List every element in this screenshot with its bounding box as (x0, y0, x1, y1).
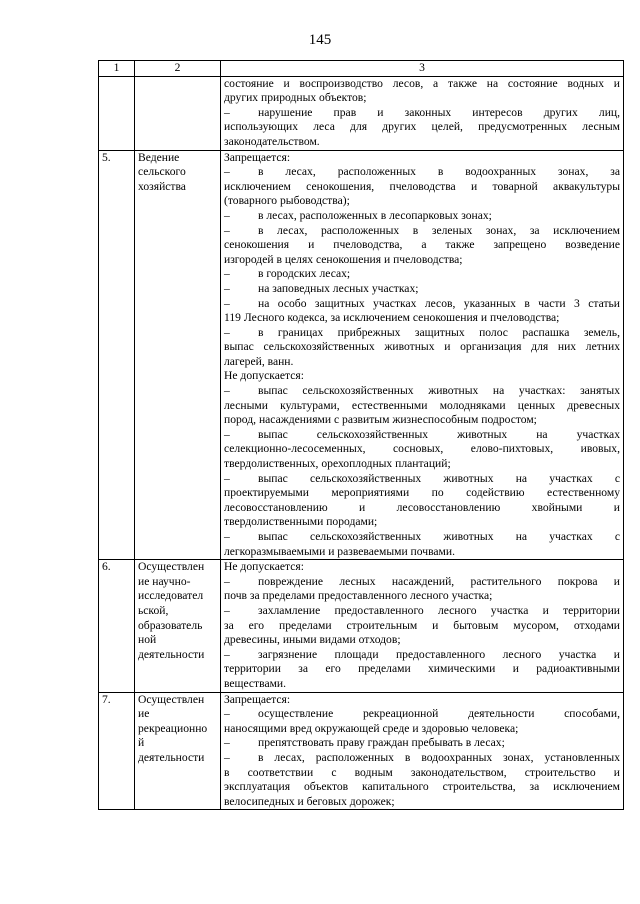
header-col-1: 1 (99, 61, 135, 77)
text-line: – загрязнение площади предоставленного лесного участка и (224, 647, 620, 661)
activity-name-line: хозяйства (138, 179, 186, 193)
text-line: состояние и воспроизводство лесов, а также на состояние водных и (224, 76, 620, 90)
restrictions-text (221, 76, 624, 150)
text-line: других природных объектов; (224, 91, 367, 105)
header-col-3: 3 (221, 61, 624, 77)
activity-name (135, 76, 221, 150)
activity-name-line: исследовател (138, 589, 204, 603)
activity-name-line: Ведение (138, 150, 180, 164)
text-line: – в лесах, расположенных в водоохранных зонах, установленных (224, 750, 620, 764)
activity-name-line: деятельности (138, 647, 205, 661)
text-line: – выпас сельскохозяйственных животных на участках (224, 427, 620, 441)
activity-name-line: рекреационно (138, 721, 208, 735)
activity-name (135, 560, 221, 692)
activity-name-line: деятельности (138, 750, 205, 764)
text-line: лагерей, ванн. (224, 354, 294, 368)
text-line: Не допускается: (224, 560, 304, 574)
text-line: – выпас сельскохозяйственных животных на участках: занятых (224, 384, 620, 398)
activity-name-line: й (138, 736, 145, 750)
restrictions-text (221, 692, 624, 810)
text-line: – в лесах, расположенных в лесопарковых зонах; (224, 208, 492, 222)
text-line: Не допускается: (224, 369, 304, 383)
text-line: 119 Лесного кодекса, за исключением сенокошения и пчеловодства; (224, 311, 560, 325)
text-line: твердолиственными породами; (224, 515, 378, 529)
text-line: Запрещается: (224, 692, 291, 706)
text-line: – в лесах, расположенных в водоохранных зонах, за (224, 165, 620, 179)
text-line: Запрещается: (224, 150, 291, 164)
text-line: твердолиственных, орехоплодных плантаций; (224, 457, 451, 471)
activity-name-line: образователь (138, 618, 203, 632)
text-line: лесными культурами, естественными молодняками ценных древесных (224, 398, 620, 412)
text-line: выпас сельскохозяйственных животных и организация для них летних (224, 340, 620, 354)
activity-name-line: Осуществлен (138, 692, 205, 706)
text-line: в соответствии с водным законодательством, строительство и (224, 765, 620, 779)
activity-name-line: ной (138, 633, 157, 647)
text-line: сенокошения и пчеловодства, а также запрещено возведение (224, 238, 620, 252)
text-line: – выпас сельскохозяйственных животных на участках с (224, 530, 620, 543)
row-number: 6. (99, 560, 135, 692)
text-line: – осуществление рекреационной деятельности способами, (224, 707, 620, 721)
text-line: веществами. (224, 676, 287, 690)
text-line: пород, насаждениями с развитым жизнеспособным подростом; (224, 413, 537, 427)
activity-name (135, 150, 221, 560)
text-line: – на заповедных лесных участках; (224, 281, 419, 295)
text-line: легкоразмываемыми и развеваемыми почвами. (224, 544, 455, 558)
text-line: – препятствовать праву граждан пребывать в лесах; (224, 736, 505, 750)
text-line: за его пределами строительным и бытовым мусором, отходами (224, 618, 620, 632)
text-line: древесины, иными видами отходов; (224, 633, 401, 647)
text-line: законодательством. (224, 134, 320, 148)
text-line: – в лесах, расположенных в зеленых зонах, за исключением (224, 223, 620, 237)
regulations-table (98, 60, 624, 810)
table-row (99, 560, 624, 692)
text-line: эксплуатация объектов капитального строительства, за исключением (224, 780, 620, 794)
activity-name (135, 692, 221, 810)
text-line: селекционно-лесосеменных, сосновых, елово-пихтовых, ивовых, (224, 442, 620, 456)
text-line: – повреждение лесных насаждений, растительного покрова и (224, 574, 620, 588)
activity-name-line: ие научно- (138, 574, 191, 588)
row-number: 5. (99, 150, 135, 560)
text-line: (товарного рыбоводства); (224, 194, 350, 208)
text-line: – нарушение прав и законных интересов других лиц, (224, 105, 620, 119)
text-line: лесовосстановлению и лесовосстановлению хвойными и (224, 500, 620, 514)
row-number (99, 76, 135, 150)
header-col-2: 2 (135, 61, 221, 77)
row-number: 7. (99, 692, 135, 810)
text-line: проектируемыми мероприятиями по содействию естественному (224, 486, 620, 500)
text-line: – в границах прибрежных защитных полос распашка земель, (224, 325, 620, 339)
text-line: – захламление предоставленного лесного участка и территории (224, 603, 620, 617)
table-header-row (99, 61, 624, 77)
text-line: территории за его пределами химическими и радиоактивными (224, 662, 620, 676)
text-line: использующих леса для других целей, предусмотренных лесным (224, 120, 620, 134)
text-line: – выпас сельскохозяйственных животных на участках с (224, 471, 620, 485)
text-line: – в городских лесах; (224, 267, 351, 281)
text-line: наносящими вред окружающей среде и здоровью человека; (224, 721, 519, 735)
activity-name-line: Осуществлен (138, 560, 205, 574)
table-row (99, 692, 624, 810)
text-line: – на особо защитных участках лесов, указанных в части 3 статьи (224, 296, 620, 310)
restrictions-text (221, 560, 624, 692)
table-row (99, 76, 624, 150)
page-number: 145 (308, 32, 332, 48)
restrictions-text (221, 150, 624, 560)
text-line: изгородей в целях сенокошения и пчеловодства; (224, 252, 463, 266)
activity-name-line: сельского (138, 165, 186, 179)
activity-name-line: ьской, (138, 603, 169, 617)
text-line: почв за пределами предоставленного лесного участка; (224, 589, 493, 603)
text-line: велосипедных и беговых дорожек; (224, 794, 395, 808)
activity-name-line: ие (138, 707, 150, 721)
text-line: исключением сенокошения, пчеловодства и товарной аквакультуры (224, 179, 620, 193)
table-row (99, 150, 624, 560)
